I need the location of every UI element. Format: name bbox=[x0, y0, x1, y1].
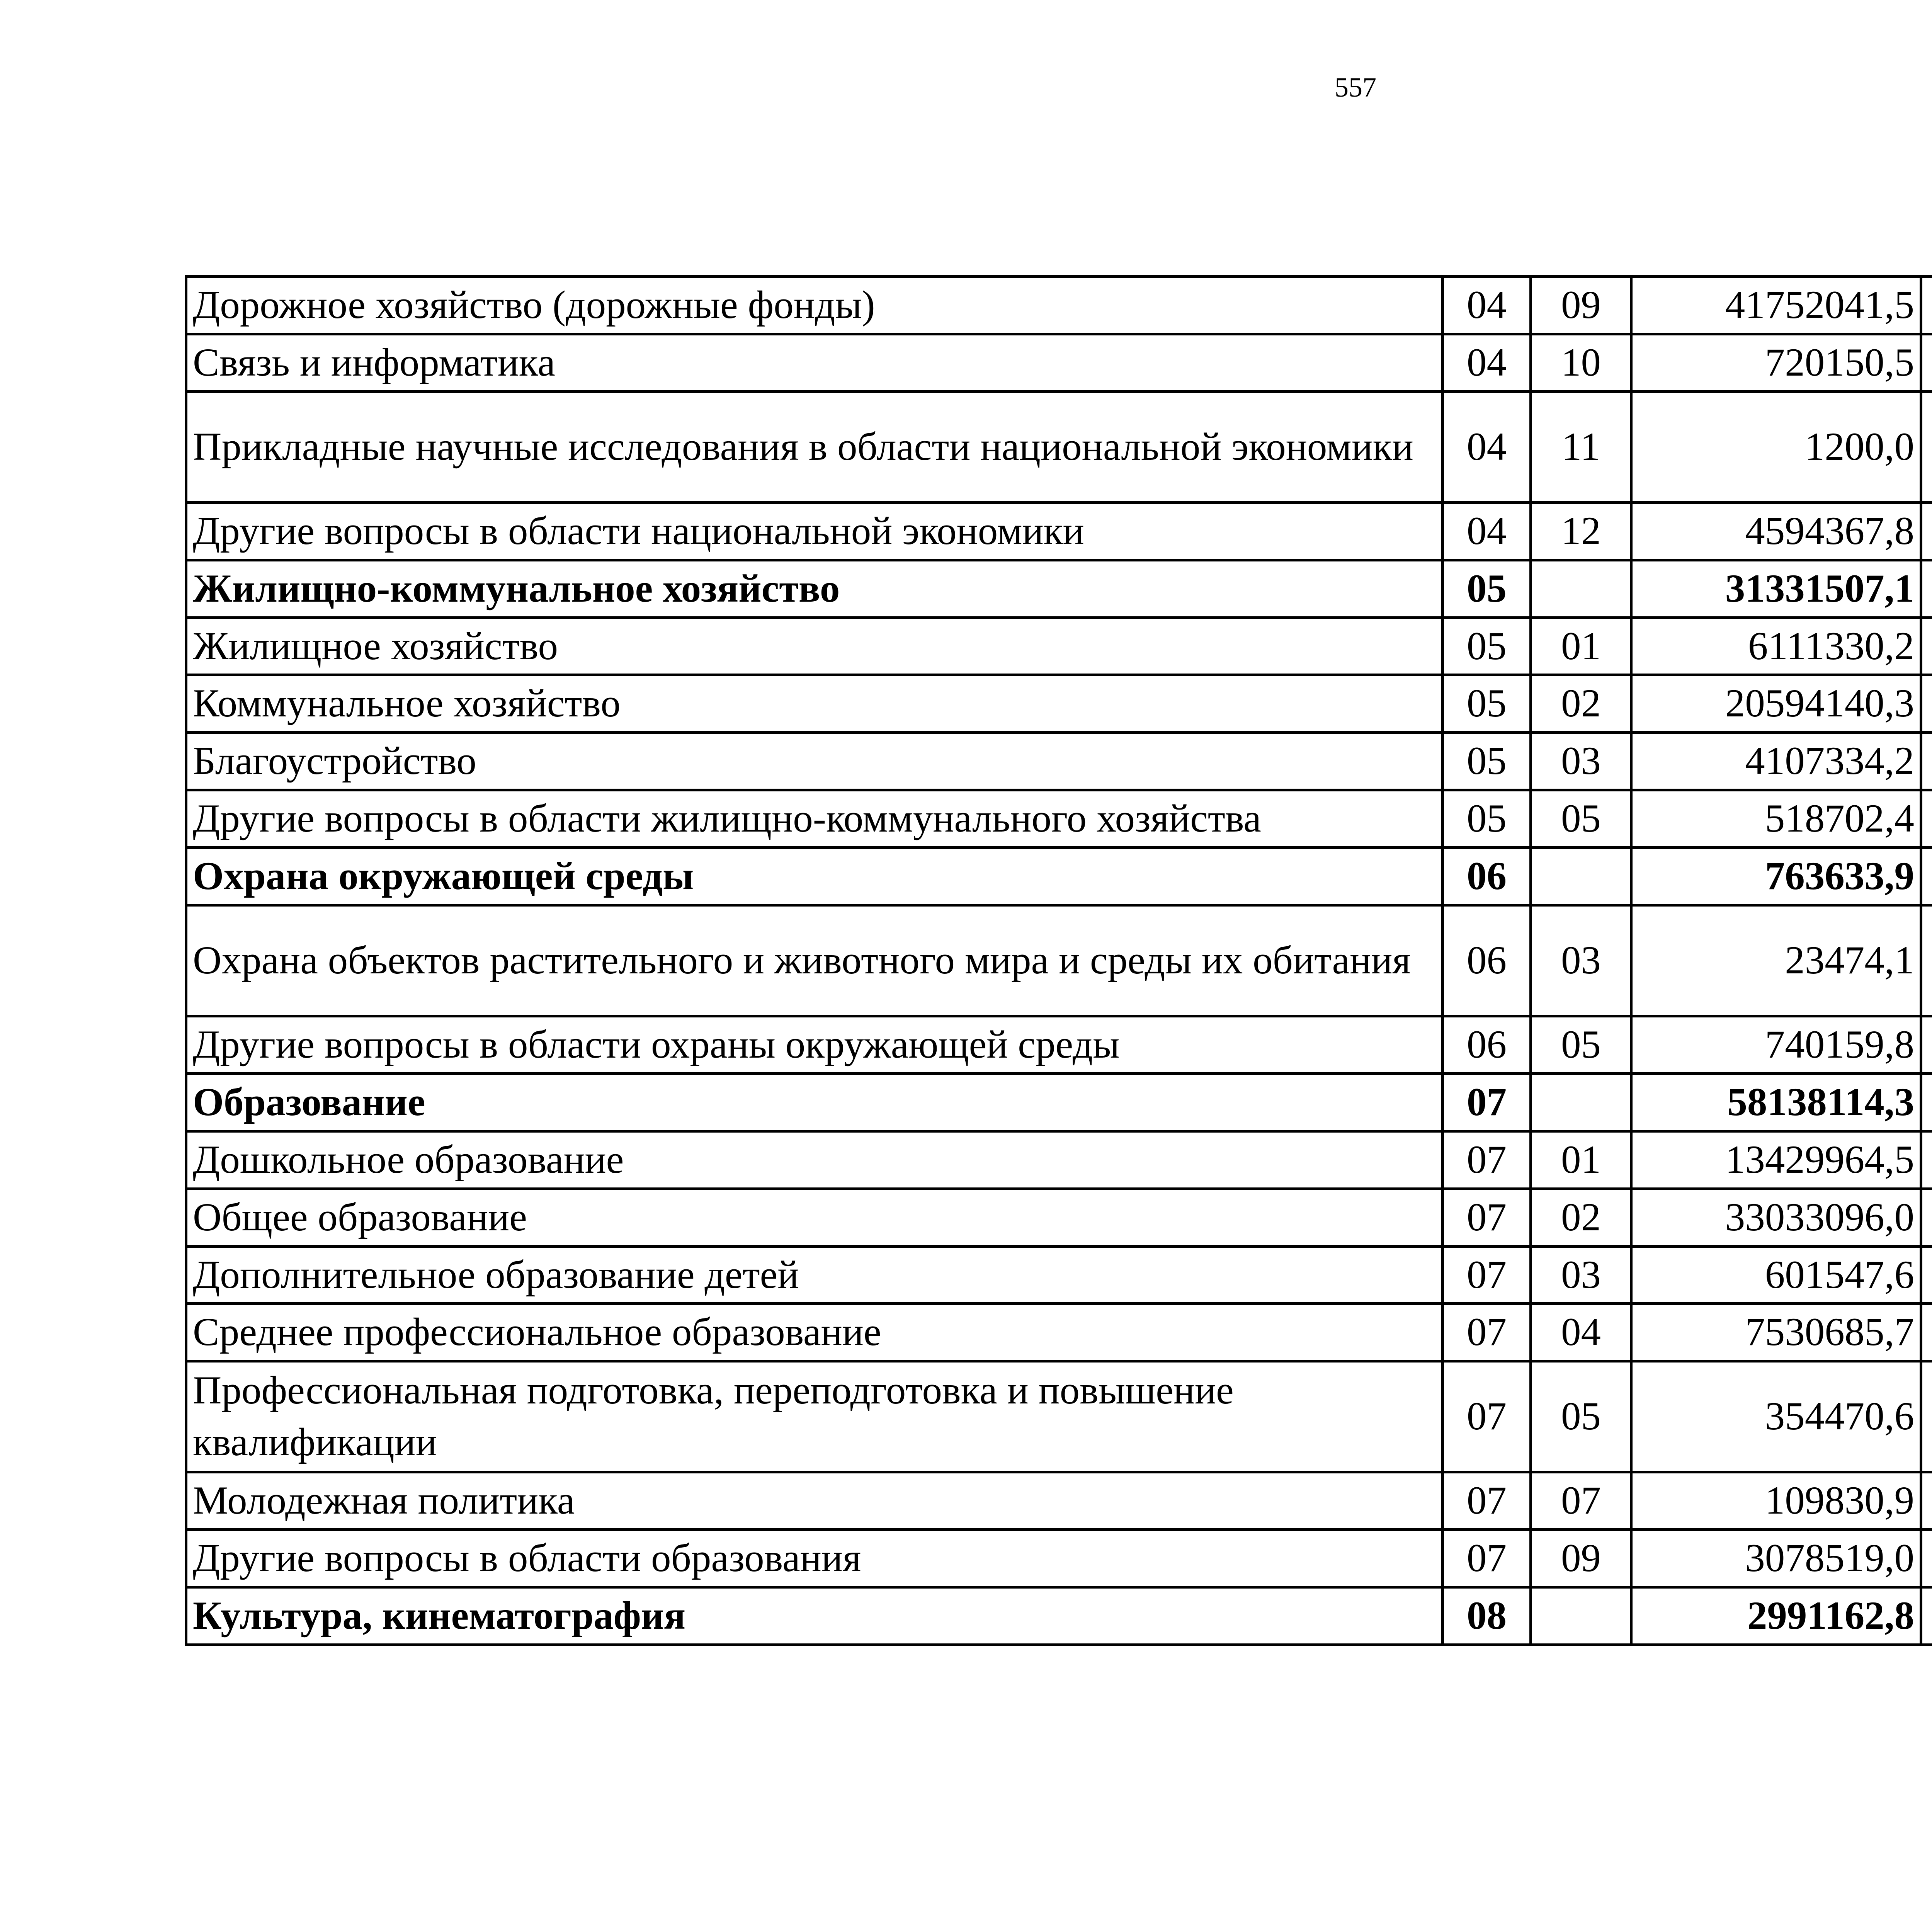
subsection-code: 01 bbox=[1531, 1131, 1631, 1189]
subsection-code: 01 bbox=[1531, 617, 1631, 675]
table-row bbox=[186, 1016, 1932, 1074]
section-code: 05 bbox=[1443, 675, 1531, 733]
subsection-code: 03 bbox=[1531, 733, 1631, 790]
row-name: Среднее профессиональное образование bbox=[186, 1304, 1443, 1361]
table-row bbox=[186, 334, 1932, 391]
table-row bbox=[186, 1304, 1932, 1361]
amount-year-1: 354470,6 bbox=[1631, 1361, 1921, 1472]
table-row-section-total bbox=[186, 560, 1932, 617]
row-name: Благоустройство bbox=[186, 733, 1443, 790]
amount-year-2 bbox=[1921, 391, 1932, 502]
section-code: 04 bbox=[1443, 334, 1531, 391]
amount-year-1: 6111330,2 bbox=[1631, 617, 1921, 675]
amount-year-1: 109830,9 bbox=[1631, 1472, 1921, 1530]
amount-year-2 bbox=[1921, 1016, 1932, 1074]
amount-year-2 bbox=[1921, 1189, 1932, 1246]
table-row-section-total bbox=[186, 1073, 1932, 1131]
section-code: 08 bbox=[1443, 1587, 1531, 1645]
subsection-code: 11 bbox=[1531, 391, 1631, 502]
section-code: 06 bbox=[1443, 905, 1531, 1016]
amount-year-1: 33033096,0 bbox=[1631, 1189, 1921, 1246]
table-row bbox=[186, 617, 1932, 675]
table-row bbox=[186, 1131, 1932, 1189]
subsection-code: 04 bbox=[1531, 1304, 1631, 1361]
amount-year-1: 518702,4 bbox=[1631, 790, 1921, 848]
row-name: Жилищно-коммунальное хозяйство bbox=[186, 560, 1443, 617]
amount-year-1: 23474,1 bbox=[1631, 905, 1921, 1016]
amount-year-2 bbox=[1921, 1246, 1932, 1304]
amount-year-2 bbox=[1921, 1472, 1932, 1530]
amount-year-2 bbox=[1921, 905, 1932, 1016]
subsection-code bbox=[1531, 560, 1631, 617]
subsection-code: 02 bbox=[1531, 1189, 1631, 1246]
amount-year-1: 20594140,3 bbox=[1631, 675, 1921, 733]
amount-year-2 bbox=[1921, 1073, 1932, 1131]
section-code: 05 bbox=[1443, 733, 1531, 790]
row-name: Дошкольное образование bbox=[186, 1131, 1443, 1189]
row-name: Другие вопросы в области охраны окружающей среды bbox=[186, 1016, 1443, 1074]
table-row-section-total bbox=[186, 1587, 1932, 1645]
section-code: 07 bbox=[1443, 1189, 1531, 1246]
section-code: 05 bbox=[1443, 790, 1531, 848]
subsection-code: 03 bbox=[1531, 905, 1631, 1016]
table-row bbox=[186, 733, 1932, 790]
section-code: 04 bbox=[1443, 502, 1531, 560]
table-row-section-total bbox=[186, 848, 1932, 905]
amount-year-1: 740159,8 bbox=[1631, 1016, 1921, 1074]
row-name: Другие вопросы в области образования bbox=[186, 1530, 1443, 1587]
subsection-code: 05 bbox=[1531, 1361, 1631, 1472]
subsection-code: 05 bbox=[1531, 1016, 1631, 1074]
row-name: Прикладные научные исследования в области национальной экономики bbox=[186, 391, 1443, 502]
row-name: Охрана объектов растительного и животного мира и среды их обитания bbox=[186, 905, 1443, 1016]
section-code: 05 bbox=[1443, 560, 1531, 617]
row-name: Дорожное хозяйство (дорожные фонды) bbox=[186, 277, 1443, 334]
amount-year-2 bbox=[1921, 1131, 1932, 1189]
table-row bbox=[186, 502, 1932, 560]
table-row bbox=[186, 1189, 1932, 1246]
row-name: Другие вопросы в области национальной экономики bbox=[186, 502, 1443, 560]
table-row bbox=[186, 1472, 1932, 1530]
row-name: Охрана окружающей среды bbox=[186, 848, 1443, 905]
amount-year-2 bbox=[1921, 277, 1932, 334]
amount-year-2 bbox=[1921, 1304, 1932, 1361]
section-code: 04 bbox=[1443, 391, 1531, 502]
amount-year-2 bbox=[1921, 502, 1932, 560]
amount-year-1: 1200,0 bbox=[1631, 391, 1921, 502]
section-code: 06 bbox=[1443, 848, 1531, 905]
amount-year-2 bbox=[1921, 733, 1932, 790]
table-row bbox=[186, 675, 1932, 733]
subsection-code: 05 bbox=[1531, 790, 1631, 848]
subsection-code: 09 bbox=[1531, 1530, 1631, 1587]
row-name: Профессиональная подготовка, переподготовка и повышение квалификации bbox=[186, 1361, 1443, 1472]
section-code: 07 bbox=[1443, 1304, 1531, 1361]
table-row bbox=[186, 1361, 1932, 1472]
subsection-code: 12 bbox=[1531, 502, 1631, 560]
amount-year-2 bbox=[1921, 1587, 1932, 1645]
section-code: 07 bbox=[1443, 1530, 1531, 1587]
section-code: 07 bbox=[1443, 1073, 1531, 1131]
amount-year-1: 720150,5 bbox=[1631, 334, 1921, 391]
row-name: Образование bbox=[186, 1073, 1443, 1131]
amount-year-1: 7530685,7 bbox=[1631, 1304, 1921, 1361]
subsection-code: 10 bbox=[1531, 334, 1631, 391]
table-row bbox=[186, 1530, 1932, 1587]
section-code: 06 bbox=[1443, 1016, 1531, 1074]
row-name: Молодежная политика bbox=[186, 1472, 1443, 1530]
subsection-code bbox=[1531, 1587, 1631, 1645]
subsection-code bbox=[1531, 1073, 1631, 1131]
row-name: Культура, кинематография bbox=[186, 1587, 1443, 1645]
subsection-code bbox=[1531, 848, 1631, 905]
row-name: Жилищное хозяйство bbox=[186, 617, 1443, 675]
amount-year-2 bbox=[1921, 675, 1932, 733]
amount-year-2 bbox=[1921, 334, 1932, 391]
amount-year-1: 31331507,1 bbox=[1631, 560, 1921, 617]
amount-year-1: 4107334,2 bbox=[1631, 733, 1921, 790]
amount-year-2 bbox=[1921, 1361, 1932, 1472]
row-name: Общее образование bbox=[186, 1189, 1443, 1246]
table-row bbox=[186, 1246, 1932, 1304]
row-name: Коммунальное хозяйство bbox=[186, 675, 1443, 733]
table-row bbox=[186, 905, 1932, 1016]
row-name: Связь и информатика bbox=[186, 334, 1443, 391]
amount-year-1: 2991162,8 bbox=[1631, 1587, 1921, 1645]
amount-year-2 bbox=[1921, 560, 1932, 617]
section-code: 04 bbox=[1443, 277, 1531, 334]
amount-year-1: 4594367,8 bbox=[1631, 502, 1921, 560]
amount-year-1: 601547,6 bbox=[1631, 1246, 1921, 1304]
subsection-code: 07 bbox=[1531, 1472, 1631, 1530]
section-code: 07 bbox=[1443, 1131, 1531, 1189]
amount-year-2 bbox=[1921, 1530, 1932, 1587]
amount-year-1: 41752041,5 bbox=[1631, 277, 1921, 334]
section-code: 07 bbox=[1443, 1361, 1531, 1472]
row-name: Дополнительное образование детей bbox=[186, 1246, 1443, 1304]
amount-year-2 bbox=[1921, 848, 1932, 905]
table-row bbox=[186, 790, 1932, 848]
amount-year-1: 3078519,0 bbox=[1631, 1530, 1921, 1587]
subsection-code: 03 bbox=[1531, 1246, 1631, 1304]
subsection-code: 02 bbox=[1531, 675, 1631, 733]
amount-year-1: 58138114,3 bbox=[1631, 1073, 1921, 1131]
amount-year-1: 13429964,5 bbox=[1631, 1131, 1921, 1189]
row-name: Другие вопросы в области жилищно-коммунального хозяйства bbox=[186, 790, 1443, 848]
amount-year-1: 763633,9 bbox=[1631, 848, 1921, 905]
section-code: 07 bbox=[1443, 1472, 1531, 1530]
section-code: 05 bbox=[1443, 617, 1531, 675]
table-row bbox=[186, 391, 1932, 502]
budget-table bbox=[185, 275, 1932, 1646]
table-row bbox=[186, 277, 1932, 334]
subsection-code: 09 bbox=[1531, 277, 1631, 334]
amount-year-2 bbox=[1921, 617, 1932, 675]
section-code: 07 bbox=[1443, 1246, 1531, 1304]
amount-year-2 bbox=[1921, 790, 1932, 848]
page-number: 557 bbox=[1335, 72, 1376, 103]
